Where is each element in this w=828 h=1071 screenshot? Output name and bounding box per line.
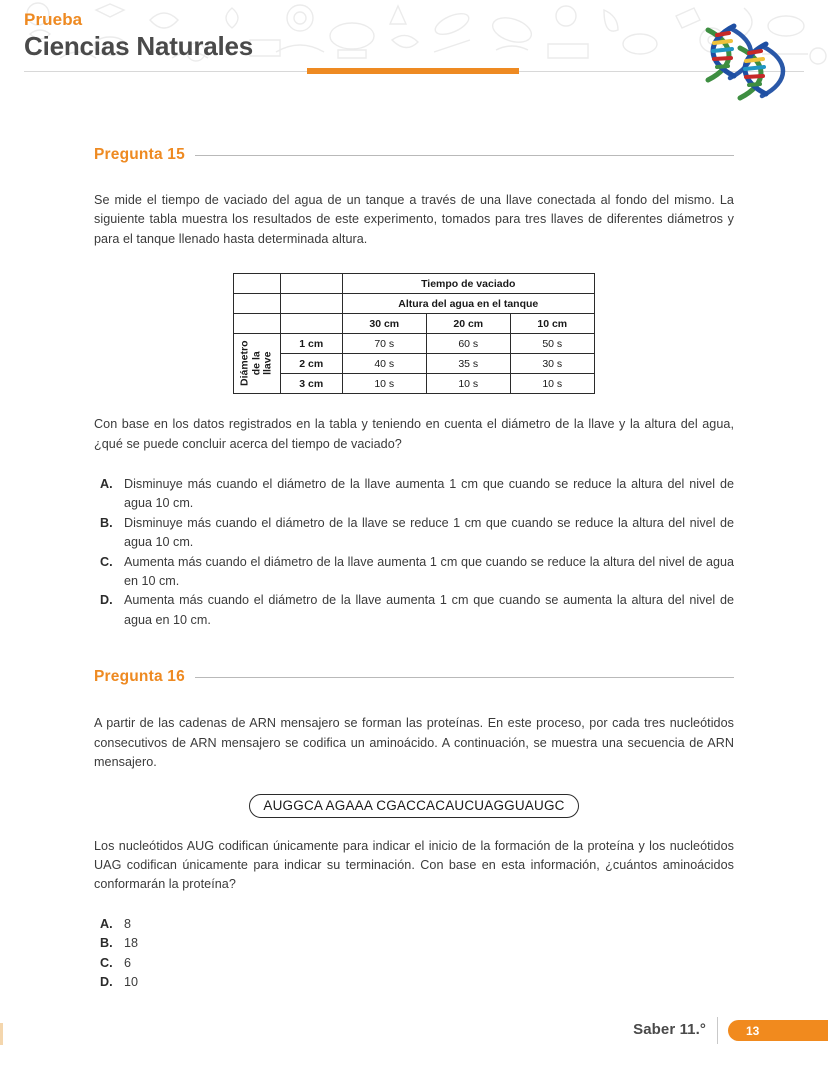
- table-corner-blank: [234, 274, 281, 294]
- header-accent-bar: [307, 68, 519, 74]
- table-corner-blank: [234, 314, 281, 334]
- question-15-heading: Pregunta 15: [94, 146, 185, 163]
- table-corner-blank: [234, 294, 281, 314]
- table-row: [234, 294, 595, 314]
- page-content: [0, 118, 828, 992]
- option-d[interactable]: [94, 973, 734, 992]
- rna-sequence-pill: AUGGCA AGAAA CGACCACAUCUAGGUAUGC: [249, 794, 578, 818]
- option-letter: C.: [100, 554, 113, 569]
- page-footer: [0, 1009, 828, 1071]
- dna-helix-icon: [690, 18, 810, 110]
- table-cell: 50 s: [510, 334, 594, 354]
- table-cell: 10 s: [342, 374, 426, 394]
- option-b[interactable]: [94, 514, 734, 553]
- footer-label: Saber 11.°: [633, 1021, 706, 1038]
- page-title: Ciencias Naturales: [24, 31, 254, 61]
- option-text: Disminuye más cuando el diámetro de la llave aumenta 1 cm que cuando se reduce la altura del nivel de agua 10 cm.: [124, 477, 734, 511]
- option-text: 18: [124, 936, 139, 951]
- question-16-header: [94, 668, 734, 686]
- option-c[interactable]: [94, 553, 734, 592]
- question-15-options: [94, 475, 734, 630]
- row-group-label-line: de la: [250, 351, 263, 376]
- table-row: [234, 334, 595, 354]
- question-16-options: [94, 915, 734, 993]
- table-row: [234, 274, 595, 294]
- table-row-header: 1 cm: [280, 334, 342, 354]
- footer-left-mark: [0, 1023, 3, 1045]
- table-cell: 35 s: [426, 354, 510, 374]
- page-number-badge: 13: [728, 1020, 828, 1041]
- option-d[interactable]: [94, 591, 734, 630]
- option-text: 10: [124, 974, 139, 989]
- table-row: [234, 354, 595, 374]
- option-text: 8: [124, 916, 132, 931]
- question-15-heading-rule: [195, 155, 734, 156]
- question-15-prompt: Con base en los datos registrados en la tabla y teniendo en cuenta el diámetro de la llave y la altura del agua, ¿qué se puede concluir acerca del tiempo de vaciado?: [94, 417, 734, 451]
- option-letter: B.: [100, 936, 113, 951]
- table-col-header: 10 cm: [510, 314, 594, 334]
- option-b[interactable]: [94, 934, 734, 953]
- option-letter: B.: [100, 515, 113, 530]
- table-cell: 60 s: [426, 334, 510, 354]
- table-cell: 30 s: [510, 354, 594, 374]
- table-col-header: 30 cm: [342, 314, 426, 334]
- table-cell: 10 s: [426, 374, 510, 394]
- question-15-block: [0, 118, 828, 630]
- table-corner-blank: [280, 294, 342, 314]
- option-letter: A.: [100, 916, 113, 931]
- option-text: Aumenta más cuando el diámetro de la llave aumenta 1 cm que cuando se aumenta la altura del nivel de agua en 10 cm.: [124, 593, 734, 627]
- table-row-header: 2 cm: [280, 354, 342, 374]
- question-16-heading-rule: [195, 677, 734, 678]
- table-corner-blank: [280, 314, 342, 334]
- option-letter: D.: [100, 974, 113, 989]
- question-16-prompt: Los nucleótidos AUG codifican únicamente para indicar el inicio de la formación de la proteína y los nucleótidos UAG codifican únicamente para indicar su terminación. Con base en esta información, ¿cuántos aminoácidos conformarán la proteína?: [94, 838, 734, 892]
- option-letter: C.: [100, 955, 113, 970]
- table-cell: 40 s: [342, 354, 426, 374]
- option-letter: A.: [100, 477, 113, 492]
- option-a[interactable]: [94, 915, 734, 934]
- table-title-cell: Tiempo de vaciado: [342, 274, 594, 294]
- rna-sequence-container: [94, 794, 734, 818]
- footer-divider: [717, 1017, 719, 1044]
- table-row-header: 3 cm: [280, 374, 342, 394]
- question-15-stem: Se mide el tiempo de vaciado del agua de un tanque a través de una llave conectada al fondo del mismo. La siguiente tabla muestra los resultados de este experimento, tomados para tres llaves de diferentes diámetros y para el tanque llenado hasta determinada altura.: [94, 193, 734, 246]
- table-row: [234, 314, 595, 334]
- table-row: [234, 374, 595, 394]
- option-letter: D.: [100, 593, 113, 608]
- table-col-header: 20 cm: [426, 314, 510, 334]
- page-header: [0, 0, 828, 118]
- row-group-label-line: Diámetro: [238, 340, 251, 387]
- vaciado-table: [233, 273, 595, 394]
- question-16-heading: Pregunta 16: [94, 668, 185, 686]
- question-16-stem: A partir de las cadenas de ARN mensajero se forman las proteínas. En este proceso, por cada tres nucleótidos consecutivos de ARN mensajero se codifica un aminoácido. A continuación, se muestra una secuencia de ARN mensajero.: [94, 716, 734, 770]
- option-a[interactable]: [94, 475, 734, 514]
- table-corner-blank: [280, 274, 342, 294]
- question-16-block: [0, 630, 828, 992]
- vaciado-table-container: [94, 273, 734, 394]
- table-subtitle-cell: Altura del agua en el tanque: [342, 294, 594, 314]
- question-15-header: [94, 146, 734, 164]
- option-text: Aumenta más cuando el diámetro de la llave aumenta 1 cm que cuando se reduce la altura del nivel de agua en 10 cm.: [124, 554, 734, 589]
- header-kicker: Prueba: [24, 10, 83, 29]
- header-title-group: [24, 10, 253, 61]
- option-text: Disminuye más cuando el diámetro de la llave se reduce 1 cm que cuando se reduce la altura del nivel de agua 10 cm.: [124, 515, 734, 550]
- option-text: 6: [124, 955, 132, 970]
- row-group-label-line: llave: [261, 352, 274, 376]
- option-c[interactable]: [94, 954, 734, 973]
- table-row-group-label: [234, 334, 281, 394]
- table-cell: 10 s: [510, 374, 594, 394]
- table-cell: 70 s: [342, 334, 426, 354]
